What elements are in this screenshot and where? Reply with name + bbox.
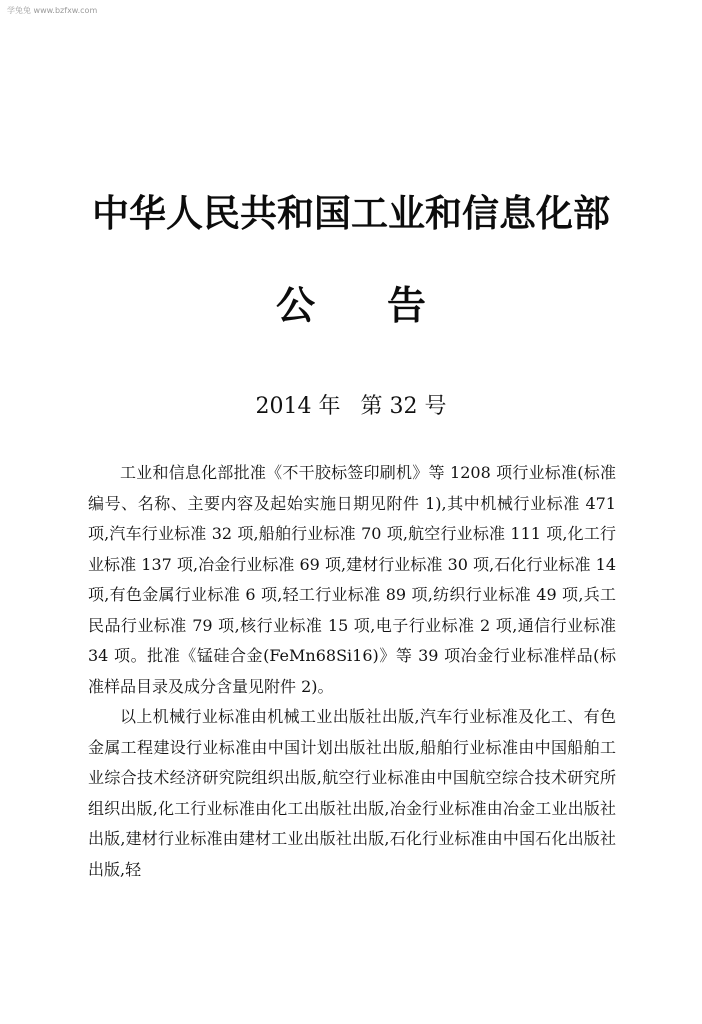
- issue-number: [0, 392, 702, 422]
- watermark-text: 学兔兔 www.bzfxw.com: [7, 6, 98, 15]
- body-paragraph: 以上机械行业标准由机械工业出版社出版,汽车行业标准及化工、有色金属工程建设行业标准由中国计划出版社出版,船舶行业标准由中国船舶工业综合技术经济研究院组织出版,航空行业标准由中国航空综合技术研究所组织出版,化工行业标准由化工出版社出版,冶金行业标准由冶金工业出版社出版,建材行业标准由建材工业出版社出版,石化行业标准由中国石化出版社出版,轻: [88, 707, 616, 879]
- notice-body: [88, 458, 616, 885]
- notice-title-char-1: 公: [275, 284, 315, 329]
- notice-title: [0, 282, 702, 332]
- issue-no: 第 32 号: [360, 394, 447, 419]
- issue-year: 2014 年: [255, 394, 341, 419]
- ministry-title: 中华人民共和国工业和信息化部: [92, 192, 610, 235]
- notice-title-char-2: 告: [387, 284, 427, 329]
- body-paragraph: 工业和信息化部批准《不干胶标签印刷机》等 1208 项行业标准(标准编号、名称、主要内容及起始实施日期见附件 1),其中机械行业标准 471 项,汽车行业标准 32 项,船舶行业标准 70 项,航空行业标准 111 项,化工行业标准 137 项,冶金行业标准 69 项,建材行业标准 30 项,石化行业标准 14 项,有色金属行业标准 6 项,轻工行业标准 89 项,纺织行业标准 49 项,兵工民品行业标准 79 项,核行业标准 15 项,电子行业标准 2 项,通信行业标准 34 项。批准《锰硅合金(FeMn68Si16)》等 39 项冶金行业标准样品(标准样品目录及成分含量见附件 2)。: [88, 463, 616, 696]
